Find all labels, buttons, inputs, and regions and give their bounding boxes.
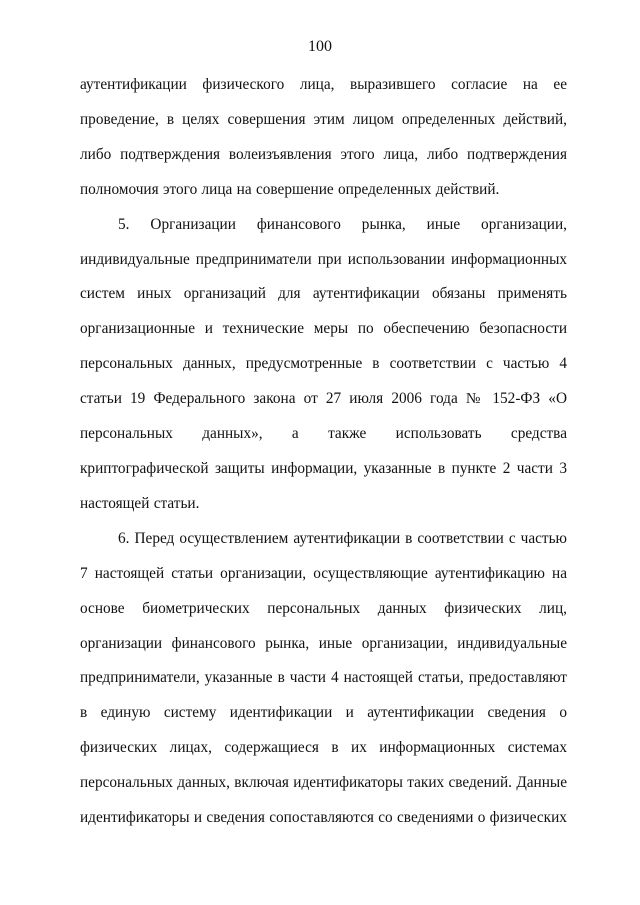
paragraph-item-6: 6. Перед осуществлением аутентификации в соответствии с частью 7 настоящей статьи организации, осуществляющие аутентификацию на основе биометрических персональных данных физических лиц, организации финансового рынка, иные организации, индивидуальные предприниматели, указанные в части 4 настоящей статьи, предоставляют в единую систему идентификации и аутентификации сведения о физических лицах, содержащиеся в их информационных системах персональных данных, включая идентификаторы таких сведений. Данные идентификаторы и сведения сопоставляются со сведениями о физических xyxy=(80,529,567,827)
paragraph-item-5: 5. Организации финансового рынка, иные организации, индивидуальные предприниматели при использовании информационных систем иных организаций для аутентификации обязаны применять организационные и технические меры по обеспечению безопасности персональных данных, предусмотренные в соответствии с частью 4 статьи 19 Федерального закона от 27 июля 2006 года № 152-ФЗ «О персональных данных», а также использовать средства криптографической защиты информации, указанные в пункте 2 части 3 настоящей статьи. xyxy=(80,215,567,512)
document-body xyxy=(80,68,567,836)
paragraph-continuation: аутентификации физического лица, выразившего согласие на ее проведение, в целях совершения этим лицом определенных действий, либо подтверждения волеизъявления этого лица, либо подтверждения полномочия этого лица на совершение определенных действий. xyxy=(80,76,567,198)
page-number: 100 xyxy=(308,38,332,55)
